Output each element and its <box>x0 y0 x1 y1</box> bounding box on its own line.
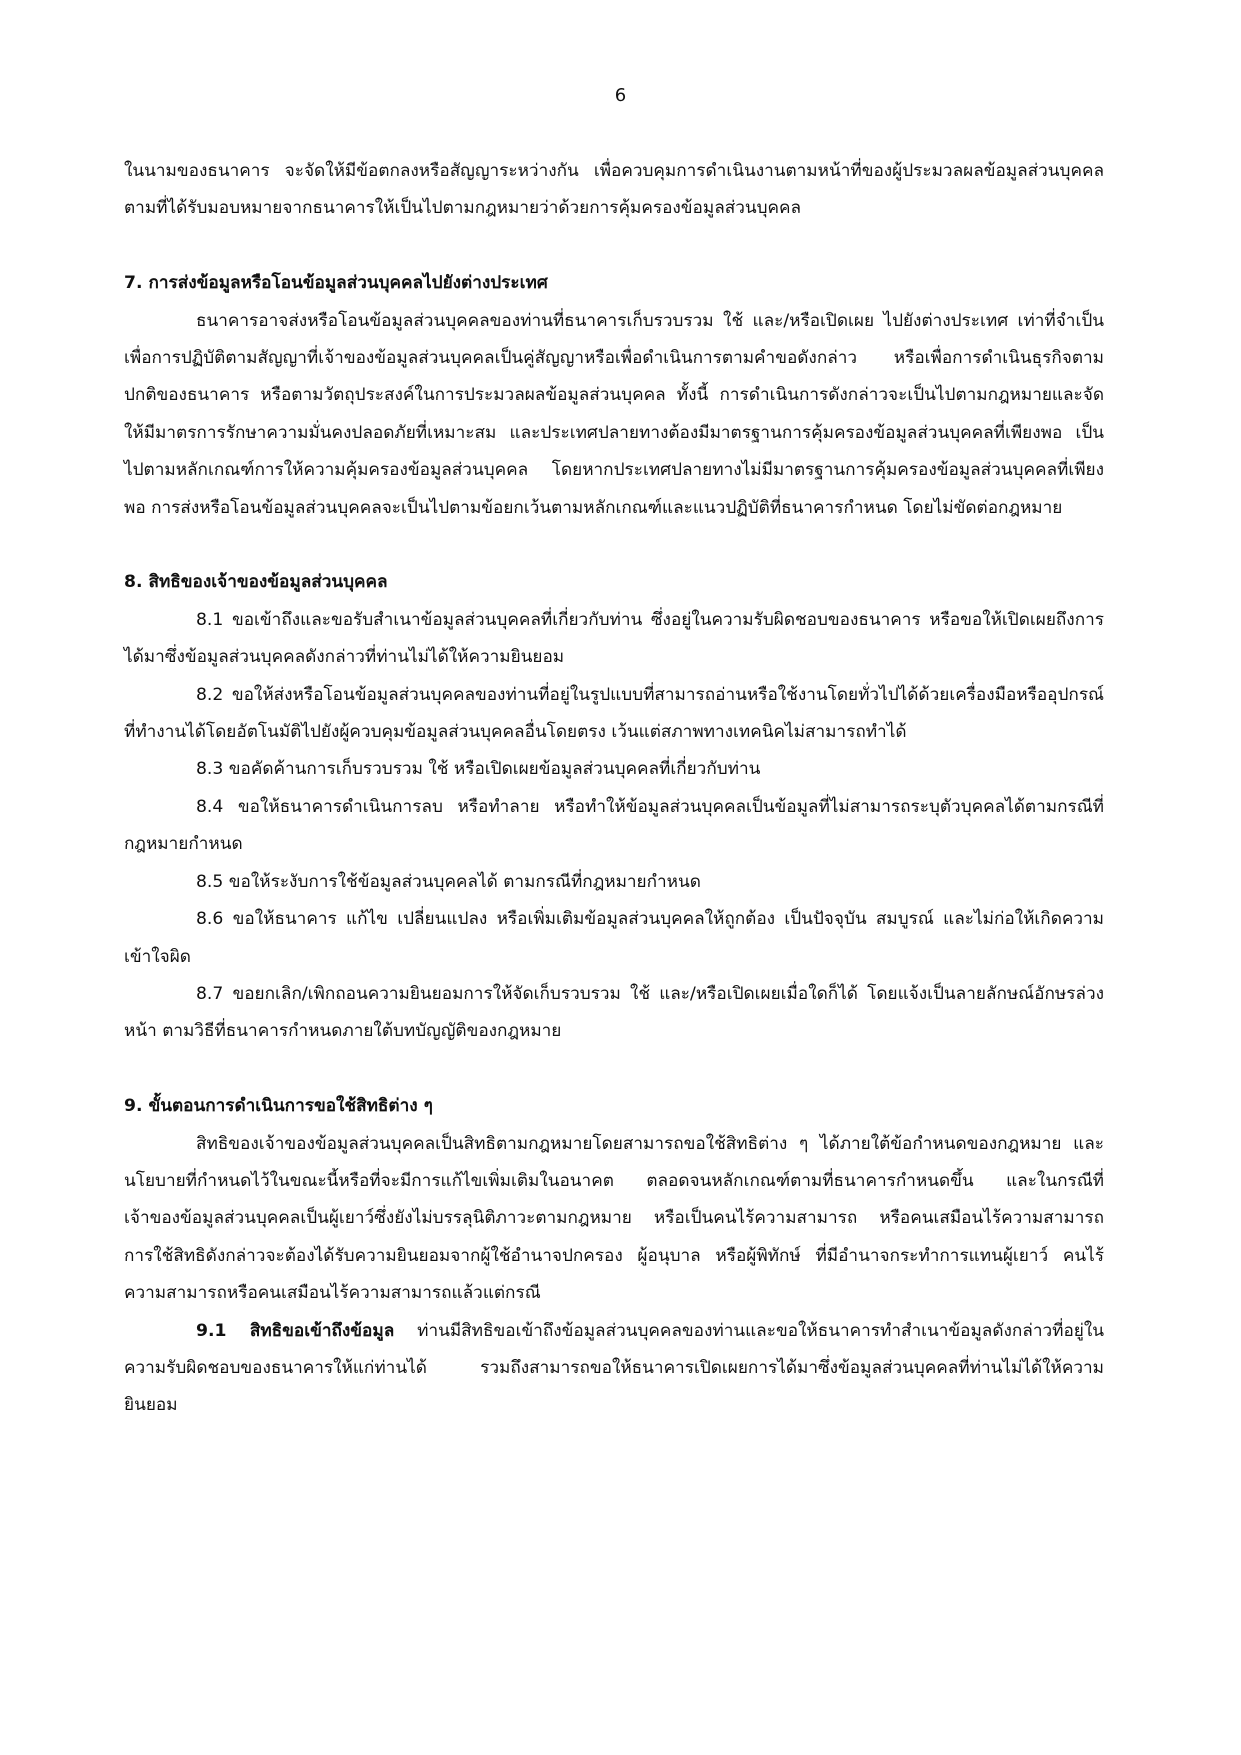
section-8 <box>124 564 1104 1050</box>
section-8-item-2: 8.2 ขอให้ส่งหรือโอนข้อมูลส่วนบุคคลของท่านที่อยู่ในรูปแบบที่สามารถอ่านหรือใช้งานโดยทั่วไปได้ด้วยเครื่องมือหรืออุปกรณ์ที่ทำงานได้โดยอัตโนมัติไปยังผู้ควบคุมข้อมูลส่วนบุคคลอื่นโดยตรง เว้นแต่สภาพทางเทคนิคไม่สามารถทำได้ <box>124 684 1104 743</box>
document-body <box>124 153 1104 1425</box>
intro-paragraph: ในนามของธนาคาร จะจัดให้มีข้อตกลงหรือสัญญาระหว่างกัน เพื่อควบคุมการดำเนินงานตามหน้าที่ของผู้ประมวลผลข้อมูลส่วนบุคคลตามที่ได้รับมอบหมายจากธนาคารให้เป็นไปตามกฎหมายว่าด้วยการคุ้มครองข้อมูลส่วนบุคคล <box>124 161 1104 219</box>
section-8-heading: 8. สิทธิของเจ้าของข้อมูลส่วนบุคคล <box>124 572 388 593</box>
section-9-1-text: ท่านมีสิทธิขอเข้าถึงข้อมูลส่วนบุคคลของท่านและขอให้ธนาคารทำสำเนาข้อมูลดังกล่าวที่อยู่ในความรับผิดชอบของธนาคารให้แก่ท่านได้ รวมถึงสามารถขอให้ธนาคารเปิดเผยการได้มาซึ่งข้อมูลส่วนบุคคลที่ท่านไม่ได้ให้ความยินยอม <box>124 1320 1104 1416</box>
section-7-body: ธนาคารอาจส่งหรือโอนข้อมูลส่วนบุคคลของท่านที่ธนาคารเก็บรวบรวม ใช้ และ/หรือเปิดเผย ไปยังต่างประเทศ เท่าที่จำเป็นเพื่อการปฏิบัติตามสัญญาที่เจ้าของข้อมูลส่วนบุคคลเป็นคู่สัญญาหรือเพื่อดำเนินการตามคำขอดังกล่าว หรือเพื่อการดำเนินธุรกิจตามปกติของธนาคาร หรือตามวัตถุประสงค์ในการประมวลผลข้อมูลส่วนบุคคล ทั้งนี้ การดำเนินการดังกล่าวจะเป็นไปตามกฎหมายและจัดให้มีมาตรการรักษาความมั่นคงปลอดภัยที่เหมาะสม และประเทศปลายทางต้องมีมาตรฐานการคุ้มครองข้อมูลส่วนบุคคลที่เพียงพอ เป็นไปตามหลักเกณฑ์การให้ความคุ้มครองข้อมูลส่วนบุคคล โดยหากประเทศปลายทางไม่มีมาตรฐานการคุ้มครองข้อมูลส่วนบุคคลที่เพียงพอ การส่งหรือโอนข้อมูลส่วนบุคคลจะเป็นไปตามข้อยกเว้นตามหลักเกณฑ์และแนวปฏิบัติที่ธนาคารกำหนด โดยไม่ขัดต่อกฎหมาย <box>124 310 1104 518</box>
section-8-item-1: 8.1 ขอเข้าถึงและขอรับสำเนาข้อมูลส่วนบุคคลที่เกี่ยวกับท่าน ซึ่งอยู่ในความรับผิดชอบของธนาคาร หรือขอให้เปิดเผยถึงการได้มาซึ่งข้อมูลส่วนบุคคลดังกล่าวที่ท่านไม่ได้ให้ความยินยอม <box>124 609 1104 668</box>
section-9 <box>124 1088 1104 1425</box>
section-9-1-title: 9.1 สิทธิขอเข้าถึงข้อมูล <box>196 1320 395 1341</box>
page-number: 6 <box>614 85 627 106</box>
section-8-item-3: 8.3 ขอคัดค้านการเก็บรวบรวม ใช้ หรือเปิดเผยข้อมูลส่วนบุคคลที่เกี่ยวกับท่าน <box>196 759 761 780</box>
section-7 <box>124 265 1104 527</box>
section-9-body: สิทธิของเจ้าของข้อมูลส่วนบุคคลเป็นสิทธิตามกฎหมายโดยสามารถขอใช้สิทธิต่าง ๆ ได้ภายใต้ข้อกำหนดของกฎหมาย และนโยบายที่กำหนดไว้ในขณะนี้หรือที่จะมีการแก้ไขเพิ่มเติมในอนาคต ตลอดจนหลักเกณฑ์ตามที่ธนาคารกำหนดขึ้น และในกรณีที่เจ้าของข้อมูลส่วนบุคคลเป็นผู้เยาว์ซึ่งยังไม่บรรลุนิติภาวะตามกฎหมาย หรือเป็นคนไร้ความสามารถ หรือคนเสมือนไร้ความสามารถ การใช้สิทธิดังกล่าวจะต้องได้รับความยินยอมจากผู้ใช้อำนาจปกครอง ผู้อนุบาล หรือผู้พิทักษ์ ที่มีอำนาจกระทำการแทนผู้เยาว์ คนไร้ความสามารถหรือคนเสมือนไร้ความสามารถแล้วแต่กรณี <box>124 1133 1104 1304</box>
section-7-heading: 7. การส่งข้อมูลหรือโอนข้อมูลส่วนบุคคลไปยังต่างประเทศ <box>124 273 548 294</box>
section-8-item-7: 8.7 ขอยกเลิก/เพิกถอนความยินยอมการให้จัดเก็บรวบรวม ใช้ และ/หรือเปิดเผยเมื่อใดก็ได้ โดยแจ้งเป็นลายลักษณ์อักษรล่วงหน้า ตามวิธีที่ธนาคารกำหนดภายใต้บทบัญญัติของกฎหมาย <box>124 983 1104 1042</box>
section-9-heading: 9. ขั้นตอนการดำเนินการขอใช้สิทธิต่าง ๆ <box>124 1096 433 1117</box>
section-8-item-4: 8.4 ขอให้ธนาคารดำเนินการลบ หรือทำลาย หรือทำให้ข้อมูลส่วนบุคคลเป็นข้อมูลที่ไม่สามารถระบุตัวบุคคลได้ตามกรณีที่กฎหมายกำหนด <box>124 796 1104 855</box>
section-8-item-5: 8.5 ขอให้ระงับการใช้ข้อมูลส่วนบุคคลได้ ตามกรณีที่กฎหมายกำหนด <box>196 871 701 892</box>
section-8-item-6: 8.6 ขอให้ธนาคาร แก้ไข เปลี่ยนแปลง หรือเพิ่มเติมข้อมูลส่วนบุคคลให้ถูกต้อง เป็นปัจจุบัน สมบูรณ์ และไม่ก่อให้เกิดความเข้าใจผิด <box>124 909 1104 967</box>
section-9-1-paragraph <box>124 1313 1104 1425</box>
